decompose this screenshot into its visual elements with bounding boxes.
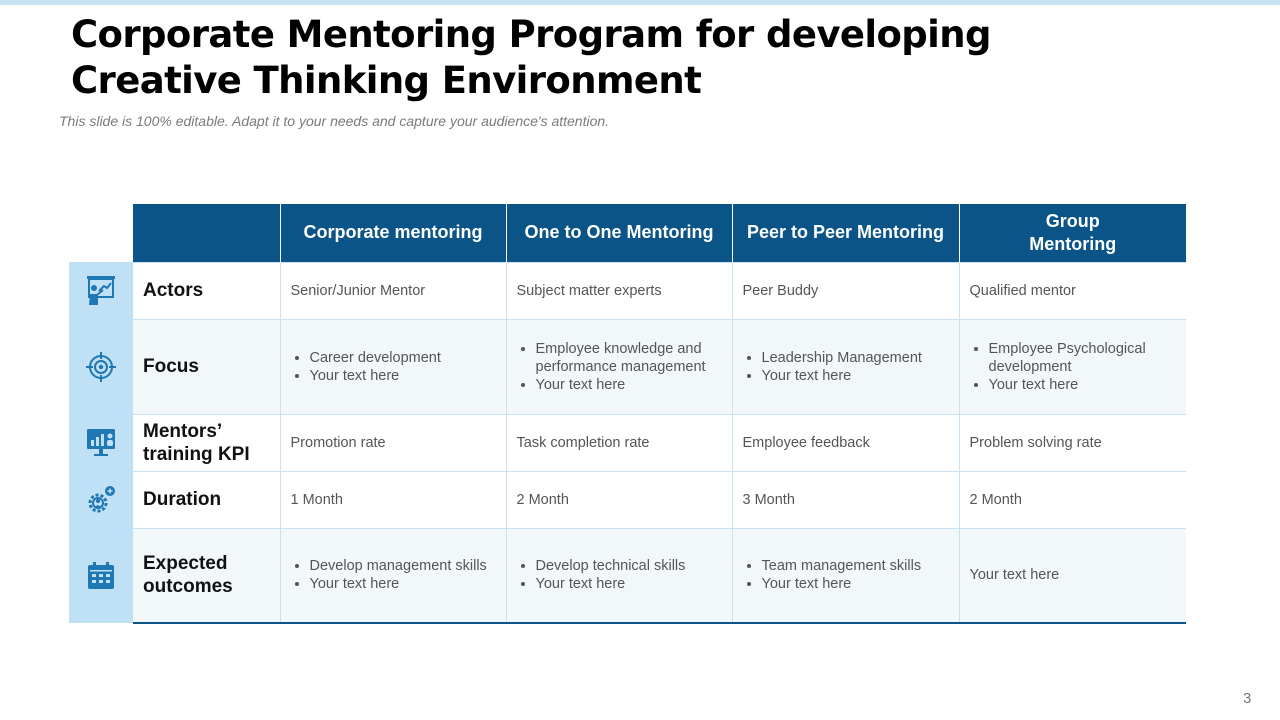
bullet-list [970, 340, 1177, 394]
list-item: • Leadership Management [762, 349, 949, 367]
calendar-icon [85, 560, 117, 592]
table-cell: Task completion rate [506, 414, 732, 471]
row-label: Duration [133, 471, 280, 528]
table-cell [732, 528, 959, 623]
table-cell [732, 319, 959, 414]
table-row [133, 262, 1186, 319]
list-item: • Your text here [536, 575, 722, 593]
list-item: • Develop management skills [310, 557, 496, 575]
header-row [133, 204, 1186, 262]
row-label: Expected outcomes [133, 528, 280, 623]
list-item: • Your text here [310, 575, 496, 593]
table-cell: 2 Month [506, 471, 732, 528]
table-cell: Problem solving rate [959, 414, 1186, 471]
bullet-list [743, 557, 949, 593]
bullet-list [743, 349, 949, 385]
target-icon [85, 351, 117, 383]
list-item: • Your text here [310, 367, 496, 385]
table-row [133, 319, 1186, 414]
slide-subtitle: This slide is 100% editable. Adapt it to your needs and capture your audience's attention. [59, 113, 610, 129]
page-number: 3 [1243, 690, 1252, 707]
list-item: • Employee knowledge and performance management [536, 340, 722, 376]
header-cell: Group Mentoring [959, 204, 1186, 262]
table-cell: Your text here [959, 528, 1186, 623]
table-cell: Promotion rate [280, 414, 506, 471]
table-cell: Subject matter experts [506, 262, 732, 319]
header-cell: Peer to Peer Mentoring [732, 204, 959, 262]
bullet-list [291, 557, 496, 593]
table-row [133, 471, 1186, 528]
table-cell [506, 528, 732, 623]
table-cell: 3 Month [732, 471, 959, 528]
table-cell: Peer Buddy [732, 262, 959, 319]
bullet-list [291, 349, 496, 385]
list-item: • Your text here [536, 376, 722, 394]
table-cell [280, 528, 506, 623]
bullet-list [517, 340, 722, 394]
row-label: Actors [133, 262, 280, 319]
table-cell: 2 Month [959, 471, 1186, 528]
header-cell: One to One Mentoring [506, 204, 732, 262]
list-item: • Team management skills [762, 557, 949, 575]
table-row [133, 528, 1186, 623]
header-cell: Corporate mentoring [280, 204, 506, 262]
bullet-list [517, 557, 722, 593]
row-label: Focus [133, 319, 280, 414]
mentoring-table [133, 204, 1186, 624]
top-accent-bar [0, 0, 1280, 5]
row-icon-strip [69, 262, 133, 623]
gear-person-icon [85, 484, 117, 516]
presenter-board-icon [85, 274, 117, 306]
table-cell: Qualified mentor [959, 262, 1186, 319]
table-cell: Senior/Junior Mentor [280, 262, 506, 319]
table-cell: 1 Month [280, 471, 506, 528]
table-cell: Employee feedback [732, 414, 959, 471]
list-item: • Your text here [762, 367, 949, 385]
list-item: • Your text here [989, 376, 1177, 394]
list-item: • Employee Psychological development [989, 340, 1177, 376]
list-item: • Career development [310, 349, 496, 367]
header-corner [133, 204, 280, 262]
slide-title: Corporate Mentoring Program for developing Creative Thinking Environment [71, 13, 991, 102]
row-label: Mentors’ training KPI [133, 414, 280, 471]
kpi-monitor-icon [85, 426, 117, 458]
table-cell [280, 319, 506, 414]
table-row [133, 414, 1186, 471]
table-cell [959, 319, 1186, 414]
table-cell [506, 319, 732, 414]
list-item: • Develop technical skills [536, 557, 722, 575]
list-item: • Your text here [762, 575, 949, 593]
